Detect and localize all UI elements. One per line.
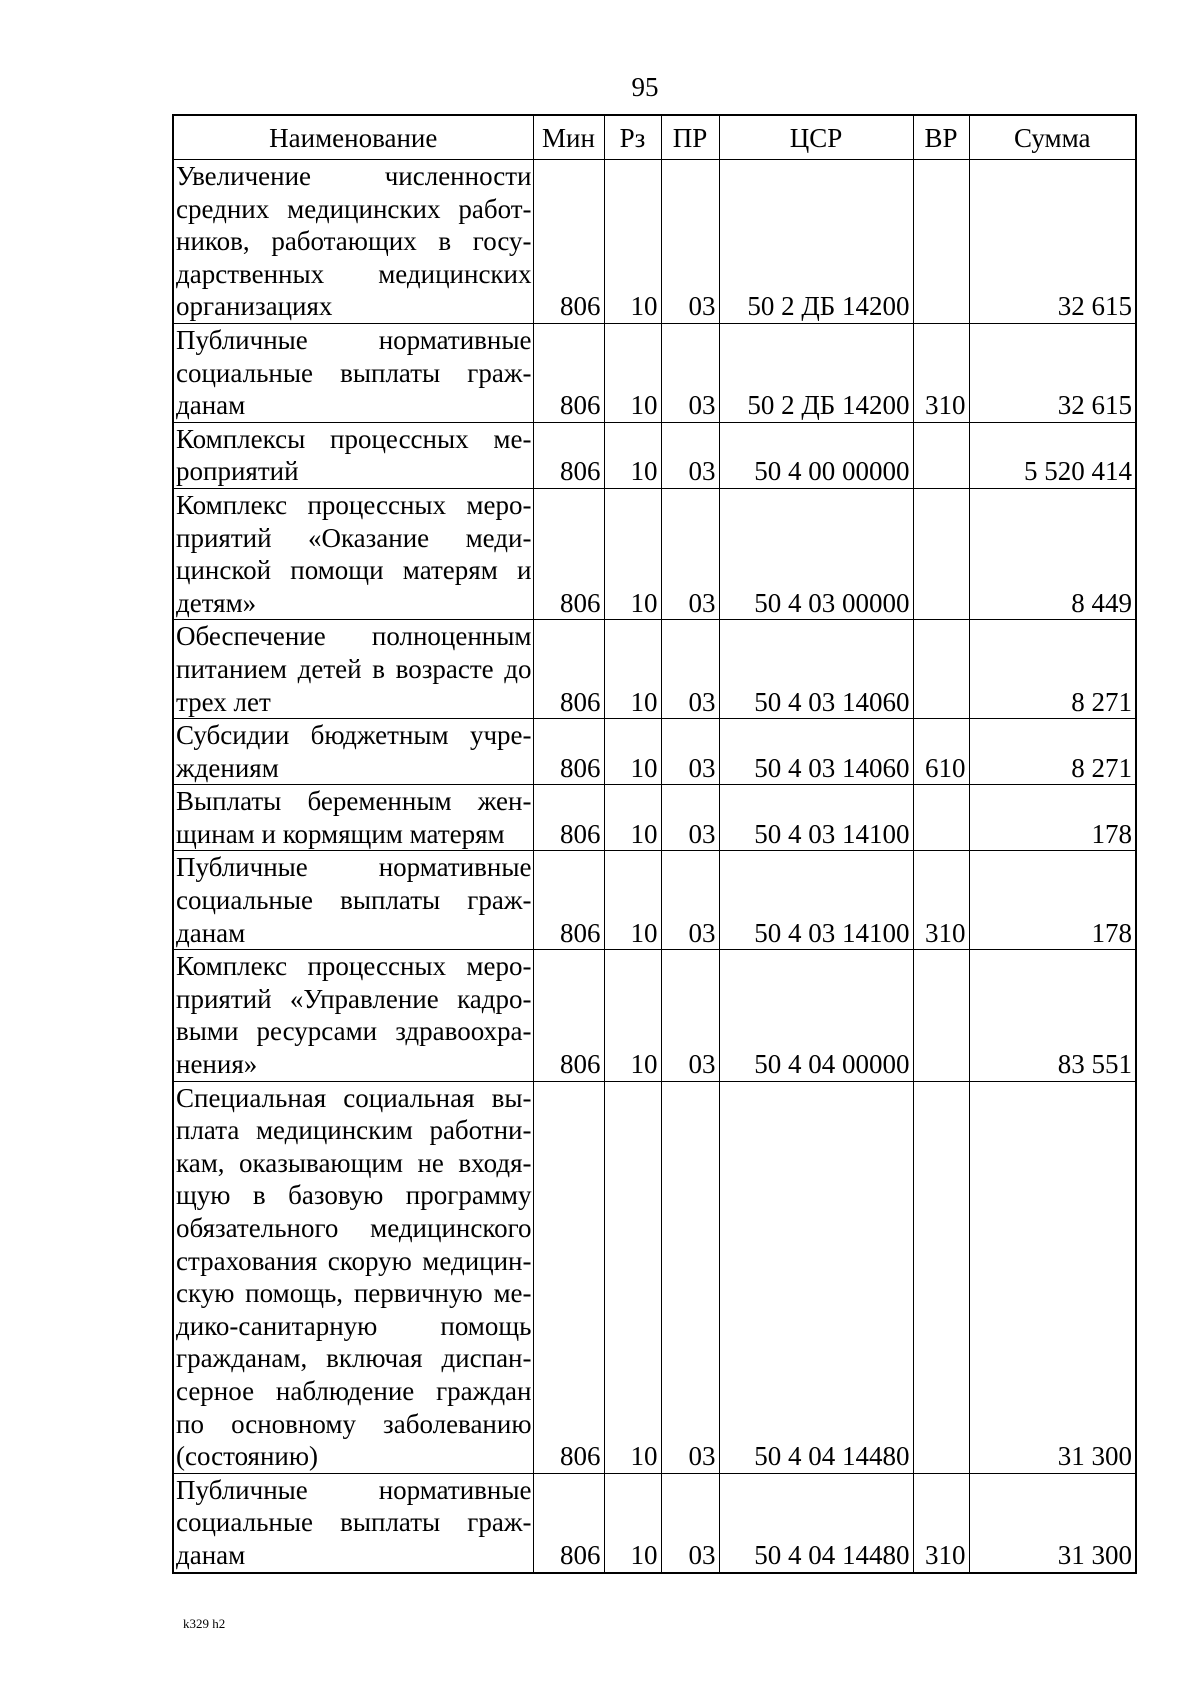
table-row bbox=[173, 785, 1136, 851]
csr-cell: 50 4 03 14100 bbox=[719, 851, 913, 950]
rz-cell: 10 bbox=[604, 719, 661, 785]
name-line: Комплекс процессных меро- bbox=[176, 489, 532, 520]
csr-cell: 50 4 03 00000 bbox=[719, 488, 913, 619]
name-cell bbox=[173, 488, 533, 619]
page-number: 95 bbox=[631, 72, 659, 102]
name-line: щинам и кормящим матерям bbox=[176, 818, 505, 849]
name-line: Увеличение численности bbox=[176, 161, 532, 191]
min-cell: 806 bbox=[533, 620, 604, 719]
name-cell bbox=[173, 1081, 533, 1473]
pr-cell: 03 bbox=[661, 851, 719, 950]
table-row bbox=[173, 323, 1136, 422]
min-cell: 806 bbox=[533, 851, 604, 950]
header-pr: ПР bbox=[661, 115, 719, 160]
table-row bbox=[173, 1473, 1136, 1572]
name-line: нения» bbox=[176, 1049, 258, 1080]
table-row bbox=[173, 422, 1136, 488]
name-line: по основному заболеванию bbox=[176, 1408, 532, 1439]
name-line: питанием детей в возрасте до bbox=[176, 653, 532, 684]
csr-cell: 50 4 04 00000 bbox=[719, 950, 913, 1081]
name-line: Выплаты беременным жен- bbox=[176, 786, 532, 817]
header-row bbox=[173, 115, 1136, 160]
table-row bbox=[173, 851, 1136, 950]
budget-table bbox=[172, 114, 1137, 1574]
sum-cell: 8 449 bbox=[969, 488, 1136, 619]
vr-cell bbox=[913, 422, 969, 488]
name-cell bbox=[173, 785, 533, 851]
name-line: щую в базовую программу bbox=[176, 1180, 532, 1211]
name-line: Публичные нормативные bbox=[176, 852, 532, 883]
name-line: приятий «Управление кадро- bbox=[176, 983, 532, 1014]
name-line: Комплекс процессных меро- bbox=[176, 951, 532, 982]
min-cell: 806 bbox=[533, 1473, 604, 1572]
name-cell bbox=[173, 1473, 533, 1572]
min-cell: 806 bbox=[533, 785, 604, 851]
sum-cell: 31 300 bbox=[969, 1473, 1136, 1572]
vr-cell bbox=[913, 950, 969, 1081]
rz-cell: 10 bbox=[604, 422, 661, 488]
rz-cell: 10 bbox=[604, 488, 661, 619]
vr-cell: 310 bbox=[913, 1473, 969, 1572]
header-vr: ВР bbox=[913, 115, 969, 160]
name-line: Специальная социальная вы- bbox=[176, 1082, 532, 1113]
name-line: обязательного медицинского bbox=[176, 1213, 532, 1243]
name-line: трех лет bbox=[176, 686, 271, 717]
name-cell bbox=[173, 323, 533, 422]
rz-cell: 10 bbox=[604, 785, 661, 851]
pr-cell: 03 bbox=[661, 950, 719, 1081]
rz-cell: 10 bbox=[604, 1081, 661, 1473]
vr-cell bbox=[913, 1081, 969, 1473]
pr-cell: 03 bbox=[661, 1473, 719, 1572]
name-line: цинской помощи матерям и bbox=[176, 555, 532, 586]
sum-cell: 83 551 bbox=[969, 950, 1136, 1081]
name-line: дико-санитарную помощь bbox=[176, 1310, 532, 1341]
min-cell: 806 bbox=[533, 1081, 604, 1473]
name-line: ников, работающих в госу- bbox=[176, 226, 532, 257]
name-line: данам bbox=[176, 1539, 246, 1570]
table-row bbox=[173, 950, 1136, 1081]
sum-cell: 178 bbox=[969, 851, 1136, 950]
sum-cell: 8 271 bbox=[969, 620, 1136, 719]
pr-cell: 03 bbox=[661, 488, 719, 619]
name-line: организациях bbox=[176, 291, 333, 322]
table-row bbox=[173, 1081, 1136, 1473]
table-row bbox=[173, 160, 1136, 324]
name-line: детям» bbox=[176, 587, 257, 618]
min-cell: 806 bbox=[533, 950, 604, 1081]
rz-cell: 10 bbox=[604, 851, 661, 950]
csr-cell: 50 4 03 14060 bbox=[719, 620, 913, 719]
vr-cell: 310 bbox=[913, 851, 969, 950]
header-rz: Рз bbox=[604, 115, 661, 160]
name-line: Публичные нормативные bbox=[176, 1474, 532, 1505]
name-line: приятий «Оказание меди- bbox=[176, 522, 532, 553]
pr-cell: 03 bbox=[661, 620, 719, 719]
table-row bbox=[173, 719, 1136, 785]
name-line: социальные выплаты граж- bbox=[176, 885, 532, 916]
csr-cell: 50 4 03 14100 bbox=[719, 785, 913, 851]
vr-cell bbox=[913, 620, 969, 719]
name-cell bbox=[173, 719, 533, 785]
sum-cell: 178 bbox=[969, 785, 1136, 851]
table-row bbox=[173, 620, 1136, 719]
name-line: скую помощь, первичную ме- bbox=[176, 1278, 532, 1309]
name-line: (состоянию) bbox=[176, 1441, 319, 1472]
name-line: Обеспечение полноценным bbox=[176, 621, 532, 652]
header-sum: Сумма bbox=[969, 115, 1136, 160]
csr-cell: 50 4 00 00000 bbox=[719, 422, 913, 488]
header-name: Наименование bbox=[173, 115, 533, 160]
min-cell: 806 bbox=[533, 422, 604, 488]
vr-cell bbox=[913, 488, 969, 619]
table-row bbox=[173, 488, 1136, 619]
name-cell bbox=[173, 851, 533, 950]
pr-cell: 03 bbox=[661, 422, 719, 488]
name-line: Субсидии бюджетным учре- bbox=[176, 720, 532, 751]
vr-cell: 310 bbox=[913, 323, 969, 422]
footer-code: k329 h2 bbox=[183, 1616, 226, 1631]
sum-cell: 32 615 bbox=[969, 323, 1136, 422]
name-line: страхования скорую медицин- bbox=[176, 1245, 532, 1276]
vr-cell bbox=[913, 785, 969, 851]
csr-cell: 50 4 04 14480 bbox=[719, 1081, 913, 1473]
sum-cell: 5 520 414 bbox=[969, 422, 1136, 488]
name-line: Комплексы процессных ме- bbox=[176, 423, 532, 454]
vr-cell: 610 bbox=[913, 719, 969, 785]
csr-cell: 50 4 04 14480 bbox=[719, 1473, 913, 1572]
header-csr: ЦСР bbox=[719, 115, 913, 160]
sum-cell: 8 271 bbox=[969, 719, 1136, 785]
rz-cell: 10 bbox=[604, 323, 661, 422]
sum-cell: 31 300 bbox=[969, 1081, 1136, 1473]
min-cell: 806 bbox=[533, 488, 604, 619]
min-cell: 806 bbox=[533, 323, 604, 422]
rz-cell: 10 bbox=[604, 950, 661, 1081]
name-line: роприятий bbox=[176, 456, 299, 487]
name-line: ждениям bbox=[176, 752, 279, 783]
name-cell bbox=[173, 160, 533, 324]
header-min: Мин bbox=[533, 115, 604, 160]
name-line: кам, оказывающим не входя- bbox=[176, 1147, 532, 1178]
name-line: социальные выплаты граж- bbox=[176, 357, 532, 388]
min-cell: 806 bbox=[533, 719, 604, 785]
table-header bbox=[173, 115, 1136, 160]
table-body bbox=[173, 160, 1136, 1573]
name-line: Публичные нормативные bbox=[176, 324, 532, 355]
pr-cell: 03 bbox=[661, 1081, 719, 1473]
pr-cell: 03 bbox=[661, 785, 719, 851]
sum-cell: 32 615 bbox=[969, 160, 1136, 324]
csr-cell: 50 2 ДБ 14200 bbox=[719, 323, 913, 422]
name-line: выми ресурсами здравоохра- bbox=[176, 1016, 532, 1047]
name-cell bbox=[173, 422, 533, 488]
pr-cell: 03 bbox=[661, 323, 719, 422]
name-cell bbox=[173, 620, 533, 719]
rz-cell: 10 bbox=[604, 1473, 661, 1572]
pr-cell: 03 bbox=[661, 160, 719, 324]
pr-cell: 03 bbox=[661, 719, 719, 785]
name-line: социальные выплаты граж- bbox=[176, 1507, 532, 1538]
rz-cell: 10 bbox=[604, 160, 661, 324]
name-line: средних медицинских работ- bbox=[176, 193, 532, 224]
name-line: данам bbox=[176, 390, 246, 421]
name-line: дарственных медицинских bbox=[176, 258, 532, 289]
csr-cell: 50 4 03 14060 bbox=[719, 719, 913, 785]
name-cell bbox=[173, 950, 533, 1081]
name-line: плата медицинским работни- bbox=[176, 1115, 532, 1146]
min-cell: 806 bbox=[533, 160, 604, 324]
csr-cell: 50 2 ДБ 14200 bbox=[719, 160, 913, 324]
vr-cell bbox=[913, 160, 969, 324]
name-line: данам bbox=[176, 917, 246, 948]
name-line: серное наблюдение граждан bbox=[176, 1375, 532, 1406]
rz-cell: 10 bbox=[604, 620, 661, 719]
name-line: гражданам, включая диспан- bbox=[176, 1343, 532, 1374]
